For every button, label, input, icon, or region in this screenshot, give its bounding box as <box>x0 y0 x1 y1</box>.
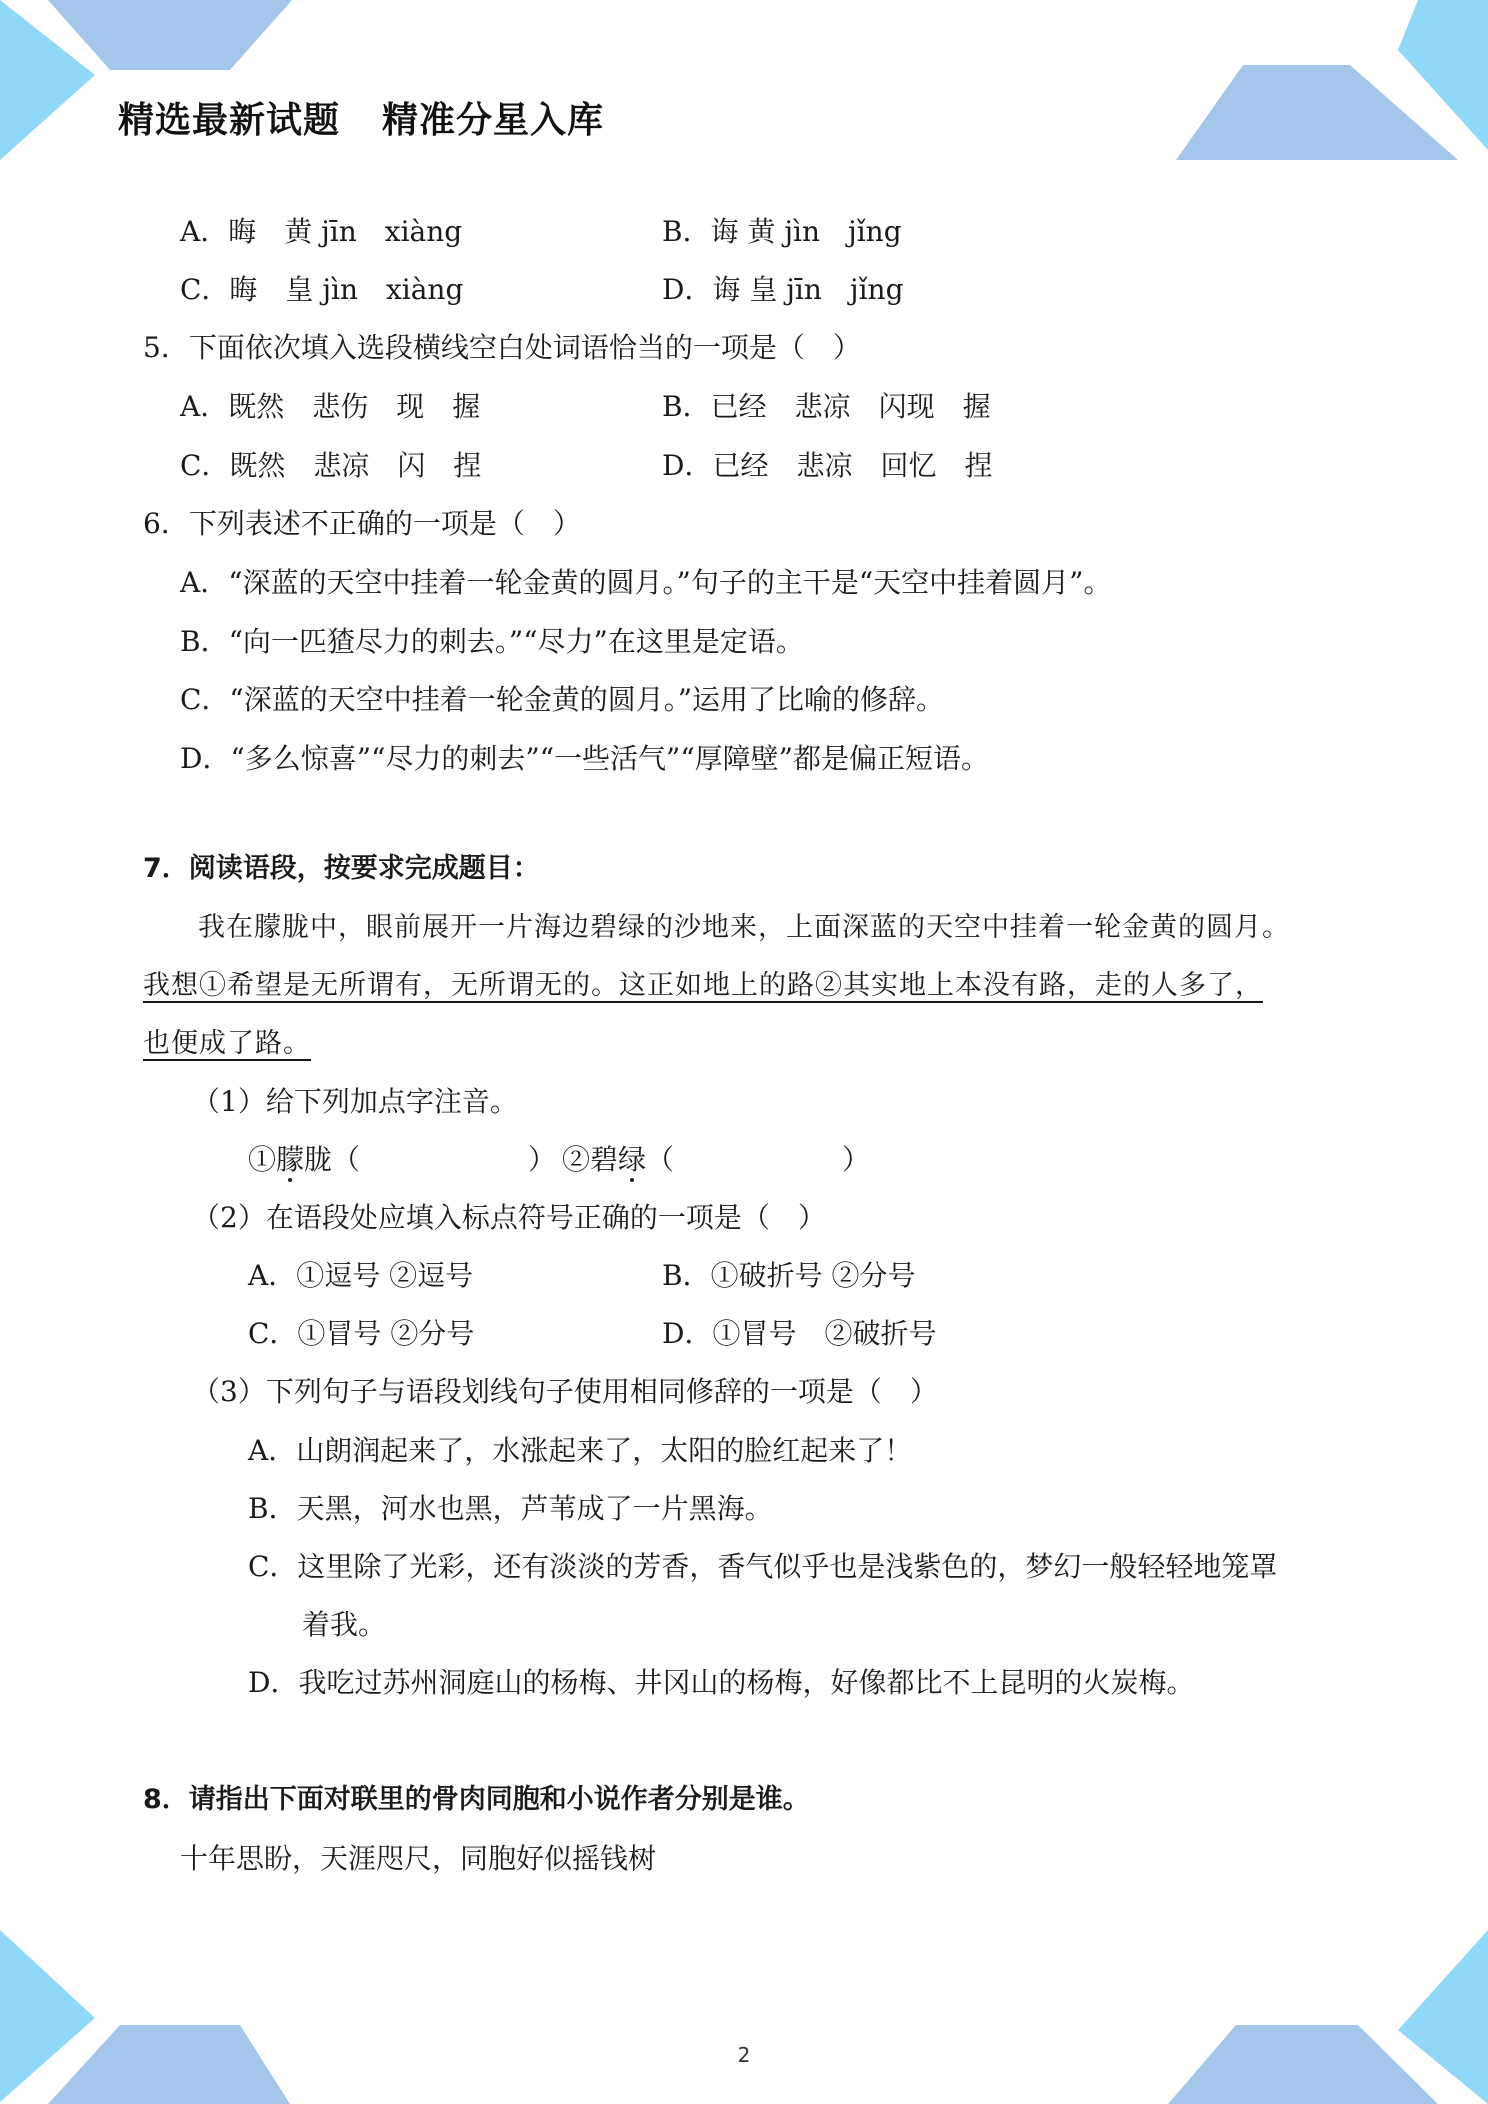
q7-passage-line2: 我想①希望是无所谓有，无所谓无的。这正如地上的路②其实地上本没有路，走的人多了， <box>143 970 1263 1001</box>
q5-stem: 5．下面依次填入选段横线空白处词语恰当的一项是（ ） <box>143 331 861 364</box>
q5-option-d: D．已经 悲凉 回忆 捏 <box>662 449 993 482</box>
q7-sub2-option-b: B．①破折号 ②分号 <box>662 1259 916 1292</box>
q6-stem: 6．下列表述不正确的一项是（ ） <box>143 507 581 540</box>
q7-sub3-option-b: B．天黑，河水也黑，芦苇成了一片黑海。 <box>248 1492 773 1525</box>
q7-sub1-item2-rest: （ ） <box>646 1143 871 1176</box>
q5-option-b: B．已经 悲凉 闪现 握 <box>662 390 991 423</box>
top-left-decoration <box>0 0 300 170</box>
q7-sub2-option-d: D．①冒号 ②破折号 <box>662 1317 937 1350</box>
q7-sub1-item2-prefix: ②碧 <box>562 1143 619 1176</box>
q7-passage-line3: 也便成了路。 <box>143 1028 311 1059</box>
q7-sub2-option-c: C．①冒号 ②分号 <box>248 1317 475 1350</box>
bottom-right-decoration <box>1168 1930 1488 2104</box>
q7-sub3-option-d: D．我吃过苏州洞庭山的杨梅、井冈山的杨梅，好像都比不上昆明的火炭梅。 <box>248 1666 1195 1699</box>
q7-sub1-item2 <box>562 1140 870 1180</box>
q4-option-d: D．诲 皇 jīn jǐng <box>662 273 904 306</box>
q7-sub1-item1 <box>248 1140 556 1180</box>
q7-sub1-item2-dotted: 绿 <box>618 1143 647 1176</box>
q6-option-b: B．“向一匹猹尽力的刺去。”“尽力”在这里是定语。 <box>180 625 804 658</box>
bottom-left-decoration <box>0 1930 300 2104</box>
q7-stem: 7．阅读语段，按要求完成题目： <box>143 853 540 884</box>
q5-option-c: C．既然 悲凉 闪 捏 <box>180 449 482 482</box>
q4-option-c: C．晦 皇 jìn xiàng <box>180 273 464 306</box>
q7-sub1-stem: （1）给下列加点字注音。 <box>192 1085 518 1118</box>
q8-stem: 8．请指出下面对联里的骨肉同胞和小说作者分别是谁。 <box>143 1784 810 1815</box>
q4-option-b: B．诲 黄 jìn jǐng <box>662 215 902 248</box>
q4-option-a: A．晦 黄 jīn xiàng <box>180 215 463 248</box>
q6-option-d: D．“多么惊喜”“尽力的刺去”“一些活气”“厚障壁”都是偏正短语。 <box>180 742 989 775</box>
q7-sub3-option-c-line1: C．这里除了光彩，还有淡淡的芳香，香气似乎也是浅紫色的，梦幻一般轻轻地笼罩 <box>248 1550 1278 1583</box>
q7-passage-line1: 我在朦胧中，眼前展开一片海边碧绿的沙地来，上面深蓝的天空中挂着一轮金黄的圆月。 <box>198 912 1290 943</box>
q7-sub1-item1-rest: 胧（ ） <box>304 1143 557 1176</box>
q7-sub2-option-a: A．①逗号 ②逗号 <box>248 1259 474 1292</box>
page-header-title <box>118 92 604 143</box>
page-number: 2 <box>737 2043 751 2067</box>
top-right-decoration <box>1168 0 1488 170</box>
q7-sub3-option-c-line2: 着我。 <box>302 1608 387 1641</box>
header-part1: 精选最新试题 <box>118 100 341 141</box>
q7-sub3-option-a: A．山朗润起来了，水涨起来了，太阳的脸红起来了！ <box>248 1434 913 1467</box>
q7-sub3-stem: （3）下列句子与语段划线句子使用相同修辞的一项是（ ） <box>192 1375 938 1408</box>
q5-option-a: A．既然 悲伤 现 握 <box>180 390 481 423</box>
q8-couplet-line1: 十年思盼，天涯咫尺，同胞好似摇钱树 <box>180 1842 657 1875</box>
q7-sub1-item1-dotted: 朦 <box>276 1143 305 1176</box>
q6-option-a: A．“深蓝的天空中挂着一轮金黄的圆月。”句子的主干是“天空中挂着圆月”。 <box>180 566 1112 599</box>
q7-sub1-item1-prefix: ① <box>248 1143 277 1176</box>
header-part2: 精准分星入库 <box>382 100 605 141</box>
q7-sub2-stem: （2）在语段处应填入标点符号正确的一项是（ ） <box>192 1201 826 1234</box>
q6-option-c: C．“深蓝的天空中挂着一轮金黄的圆月。”运用了比喻的修辞。 <box>180 683 945 716</box>
